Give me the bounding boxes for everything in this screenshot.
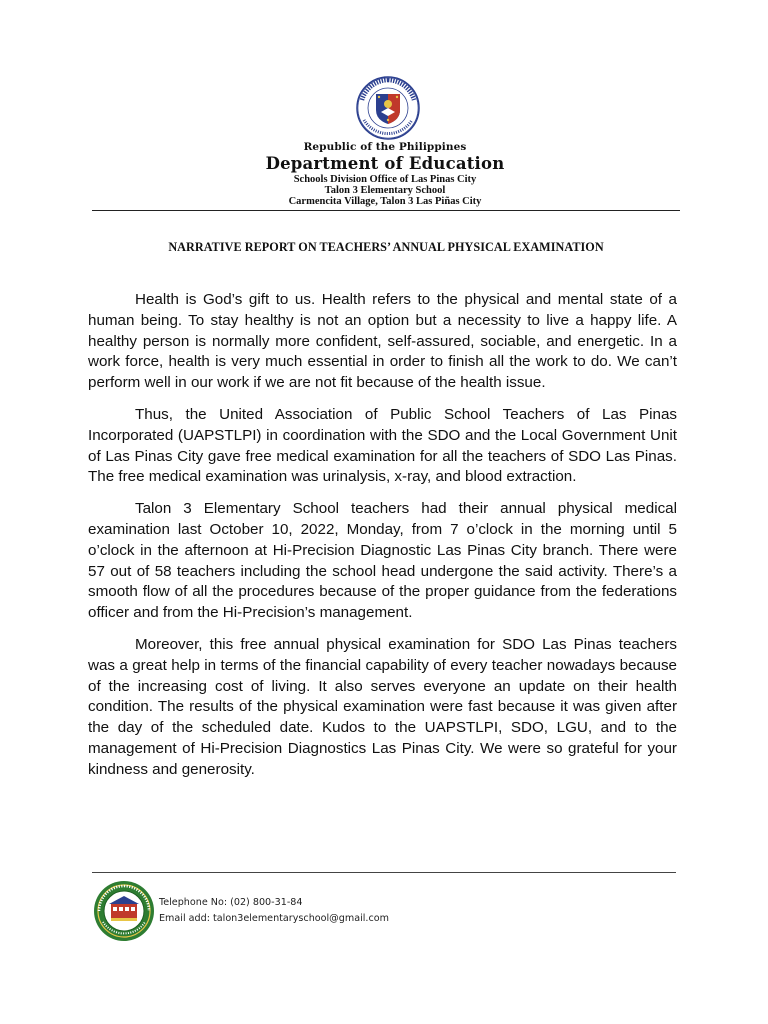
school-name: Talon 3 Elementary School (324, 185, 446, 196)
header-divider (92, 210, 680, 211)
school-logo-icon (93, 880, 155, 942)
paragraph: Health is God’s gift to us. Health refers to the physical and mental state of a human being. To stay healthy is not an option but a necessity to live a happy life. A healthy person is normally more confident, self-assured, sociable, and energetic. In a work force, health is very much essential in order to finish all the work to do. We can’t perform well in our work if we are not fit because of the health issue. (88, 291, 677, 392)
report-body (88, 290, 677, 792)
telephone-number: Telephone No: (02) 800-31-84 (159, 897, 303, 908)
contact-info (159, 895, 389, 927)
paragraph: Moreover, this free annual physical examination for SDO Las Pinas teachers was a great help in terms of the financial capability of every teacher nowadays because of the increasing cost of living. It also serves everyone an update on their health condition. The results of the physical examination were fast because it was given after the day of the scheduled date. Kudos to the UAPSTLPI, SDO, LGU, and to the management of Hi-Precision Diagnostics Las Pinas City. We were so grateful for your kindness and generosity. (88, 635, 677, 778)
footer-divider (92, 872, 676, 873)
department-name: Department of Education (265, 154, 505, 173)
paragraph: Talon 3 Elementary School teachers had their annual physical medical examination last October 10, 2022, Monday, from 7 o’clock in the morning until 5 o’clock in the afternoon at Hi-Precision Diagnostic Las Pinas City branch. There were 57 out of 58 teachers including the school head undergone the said activity. There’s a smooth flow of all the procedures because of the proper guidance from the federations officer and from the Hi-Precision’s management. (88, 500, 677, 622)
school-address: Carmencita Village, Talon 3 Las Piñas City (288, 196, 482, 207)
division-office: Schools Division Office of Las Pinas City (293, 174, 477, 185)
report-title: NARRATIVE REPORT ON TEACHERS’ ANNUAL PHYSICAL EXAMINATION (168, 240, 604, 254)
email-address: Email add: talon3elementaryschool@gmail.com (159, 913, 389, 924)
republic-line: Republic of the Philippines (303, 141, 467, 153)
paragraph: Thus, the United Association of Public School Teachers of Las Pinas Incorporated (UAPSTLPI) in coordination with the SDO and the Local Government Unit of Las Pinas City gave free medical examination for all the teachers of SDO Las Pinas. The free medical examination was urinalysis, x-ray, and blood extraction. (88, 405, 677, 486)
deped-seal-icon (356, 76, 420, 140)
letterhead (180, 140, 590, 207)
